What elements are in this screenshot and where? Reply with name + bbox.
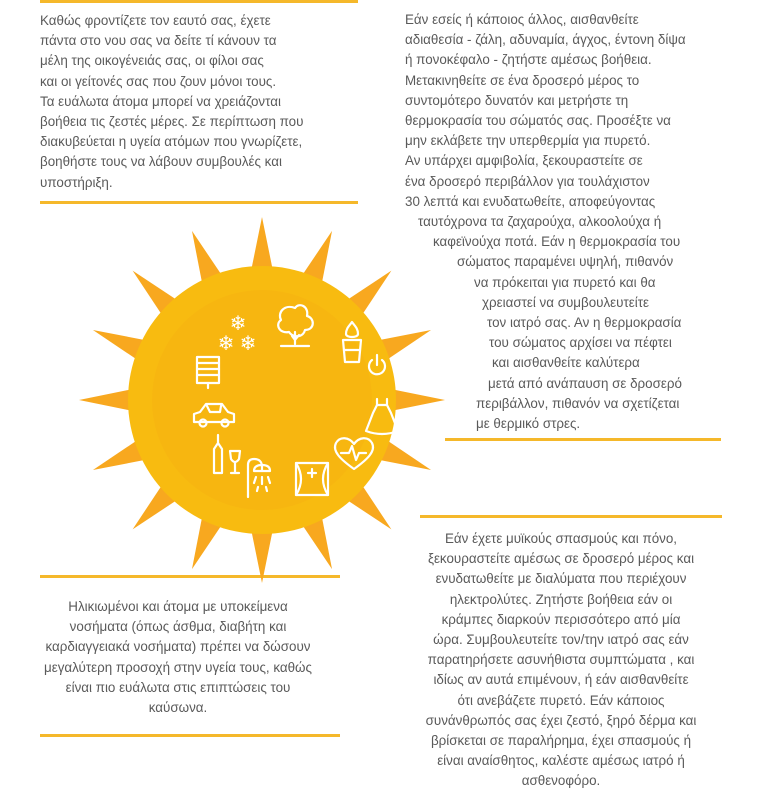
text-line: περιβάλλον, πιθανόν να σχετίζεται bbox=[476, 395, 680, 411]
text-line: είναι αναίσθητος, καλέστε αμέσως ιατρό ή bbox=[437, 753, 685, 769]
text-line: ενυδατωθείτε με διαλύματα που περιέχουν bbox=[435, 571, 687, 587]
text-line: Εάν έχετε μυϊκούς σπασμούς και πόνο, bbox=[444, 531, 678, 546]
text-line: καρδιαγγειακά νοσήματα) πρέπει να δώσουν bbox=[45, 639, 311, 655]
text-line: τον ιατρό σας. Αν η θερμοκρασία bbox=[487, 315, 682, 331]
text-line: μετά από ανάπαυση σε δροσερό bbox=[488, 375, 682, 391]
text-line: Τα ευάλωτα άτομα μπορεί να χρειάζονται bbox=[40, 93, 281, 109]
divider-top-left bbox=[40, 0, 358, 3]
text-line: Αν υπάρχει αμφιβολία, ξεκουραστείτε σε bbox=[405, 153, 643, 169]
text-line: καύσωνα. bbox=[148, 700, 208, 716]
text-line: Καθώς φροντίζετε τον εαυτό σας, έχετε bbox=[40, 13, 271, 28]
text-line: Ηλικιωμένοι και άτομα με υποκείμενα bbox=[68, 599, 288, 614]
text-line: διακυβεύεται η υγεία ατόμων που γνωρίζετε, bbox=[40, 134, 303, 150]
text-line: σώματος παραμένει υψηλή, πιθανόν bbox=[457, 254, 674, 270]
text-line: πάντα στο νου σας να δείτε τί κάνουν τα bbox=[40, 33, 277, 49]
sun-illustration bbox=[72, 215, 452, 585]
paragraph-vulnerable-groups bbox=[40, 597, 316, 718]
text-line: μεγαλύτερη προσοχή στην υγεία τους, καθώς bbox=[44, 659, 312, 675]
text-line: του σώματος αρχίσει να πέφτει bbox=[489, 335, 672, 351]
text-line: συντομότερο δυνατόν και μετρήστε τη bbox=[405, 92, 629, 108]
text-line: βοηθήστε τους να λάβουν συμβουλές και bbox=[40, 154, 282, 170]
text-line: κράμπες διαρκούν περισσότερο από μία bbox=[441, 611, 681, 627]
text-line: να πρόκειται για πυρετό και θα bbox=[474, 274, 656, 290]
text-line: παρατηρήσετε ασυνήθιστα συμπτώματα , και bbox=[427, 652, 695, 668]
divider-right-low bbox=[420, 515, 722, 518]
snowflake-icon: ❄ bbox=[217, 331, 235, 355]
text-line: ώρα. Συμβουλευτείτε τον/την ιατρό σας εάν bbox=[433, 632, 689, 648]
text-line: βρίσκεται σε παραλήρημα, έχει σπασμούς ή bbox=[430, 733, 692, 749]
text-line: μέλη της οικογένειάς σας, οι φίλοι σας bbox=[40, 53, 264, 69]
text-line: ασθενοφόρο. bbox=[521, 773, 601, 789]
text-line: ιδίως αν αυτά επιμένουν, ή εάν αισθανθείτε bbox=[433, 672, 689, 688]
text-line: ένα δροσερό περιβάλλον για τουλάχιστον bbox=[405, 173, 650, 189]
text-line: θερμοκρασία του σώματός σας. Προσέξτε να bbox=[405, 113, 671, 129]
text-line: νοσήματα (όπως άσθμα, διαβήτη και bbox=[69, 619, 287, 635]
text-line: με θερμικό στρες. bbox=[476, 416, 581, 432]
text-line: μην εκλάβετε την υπερθερμία για πυρετό. bbox=[405, 133, 651, 149]
text-line: είναι πιο ευάλωτα στις επιπτώσεις του bbox=[65, 679, 291, 695]
snowflake-icon: ❄ bbox=[239, 331, 257, 355]
text-line: Εάν εσείς ή κάποιος άλλος, αισθανθείτε bbox=[405, 12, 639, 27]
text-line: ότι ανεβάζετε πυρετό. Εάν κάποιος bbox=[457, 692, 665, 708]
text-line: υποστήριξη. bbox=[40, 174, 113, 190]
snowflake-icon: ❄ bbox=[229, 311, 247, 335]
text-line: καφεϊνούχα ποτά. Εάν η θερμοκρασία του bbox=[433, 234, 681, 250]
text-line: ξεκουραστείτε αμέσως σε δροσερό μέρος και bbox=[427, 551, 695, 567]
text-line: αδιαθεσία - ζάλη, αδυναμία, άγχος, έντονη δίψα bbox=[405, 32, 686, 48]
text-line: 30 λεπτά και ενυδατωθείτε, αποφεύγοντας bbox=[405, 193, 656, 209]
text-line: ταυτόχρονα τα ζαχαρούχα, αλκοολούχα ή bbox=[418, 214, 662, 230]
text-line: ή πονοκέφαλο - ζητήστε αμέσως βοήθεια. bbox=[405, 52, 652, 68]
text-line: συνάνθρωπός σας έχει ζεστό, ξηρό δέρμα και bbox=[425, 712, 697, 728]
text-line: βοήθεια τις ζεστές μέρες. Σε περίπτωση που bbox=[40, 114, 304, 130]
text-line: και αισθανθείτε καλύτερα bbox=[492, 355, 640, 371]
text-line: και οι γείτονές σας που ζουν μόνοι τους. bbox=[40, 73, 277, 89]
text-line: χρειαστεί να συμβουλευτείτε bbox=[482, 294, 649, 310]
text-line: ηλεκτρολύτες. Ζητήστε βοήθεια εάν οι bbox=[449, 591, 673, 607]
divider-right-mid bbox=[445, 438, 721, 441]
divider-bottom-left bbox=[40, 734, 340, 737]
text-line: Μετακινηθείτε σε ένα δροσερό μέρος το bbox=[405, 72, 640, 88]
